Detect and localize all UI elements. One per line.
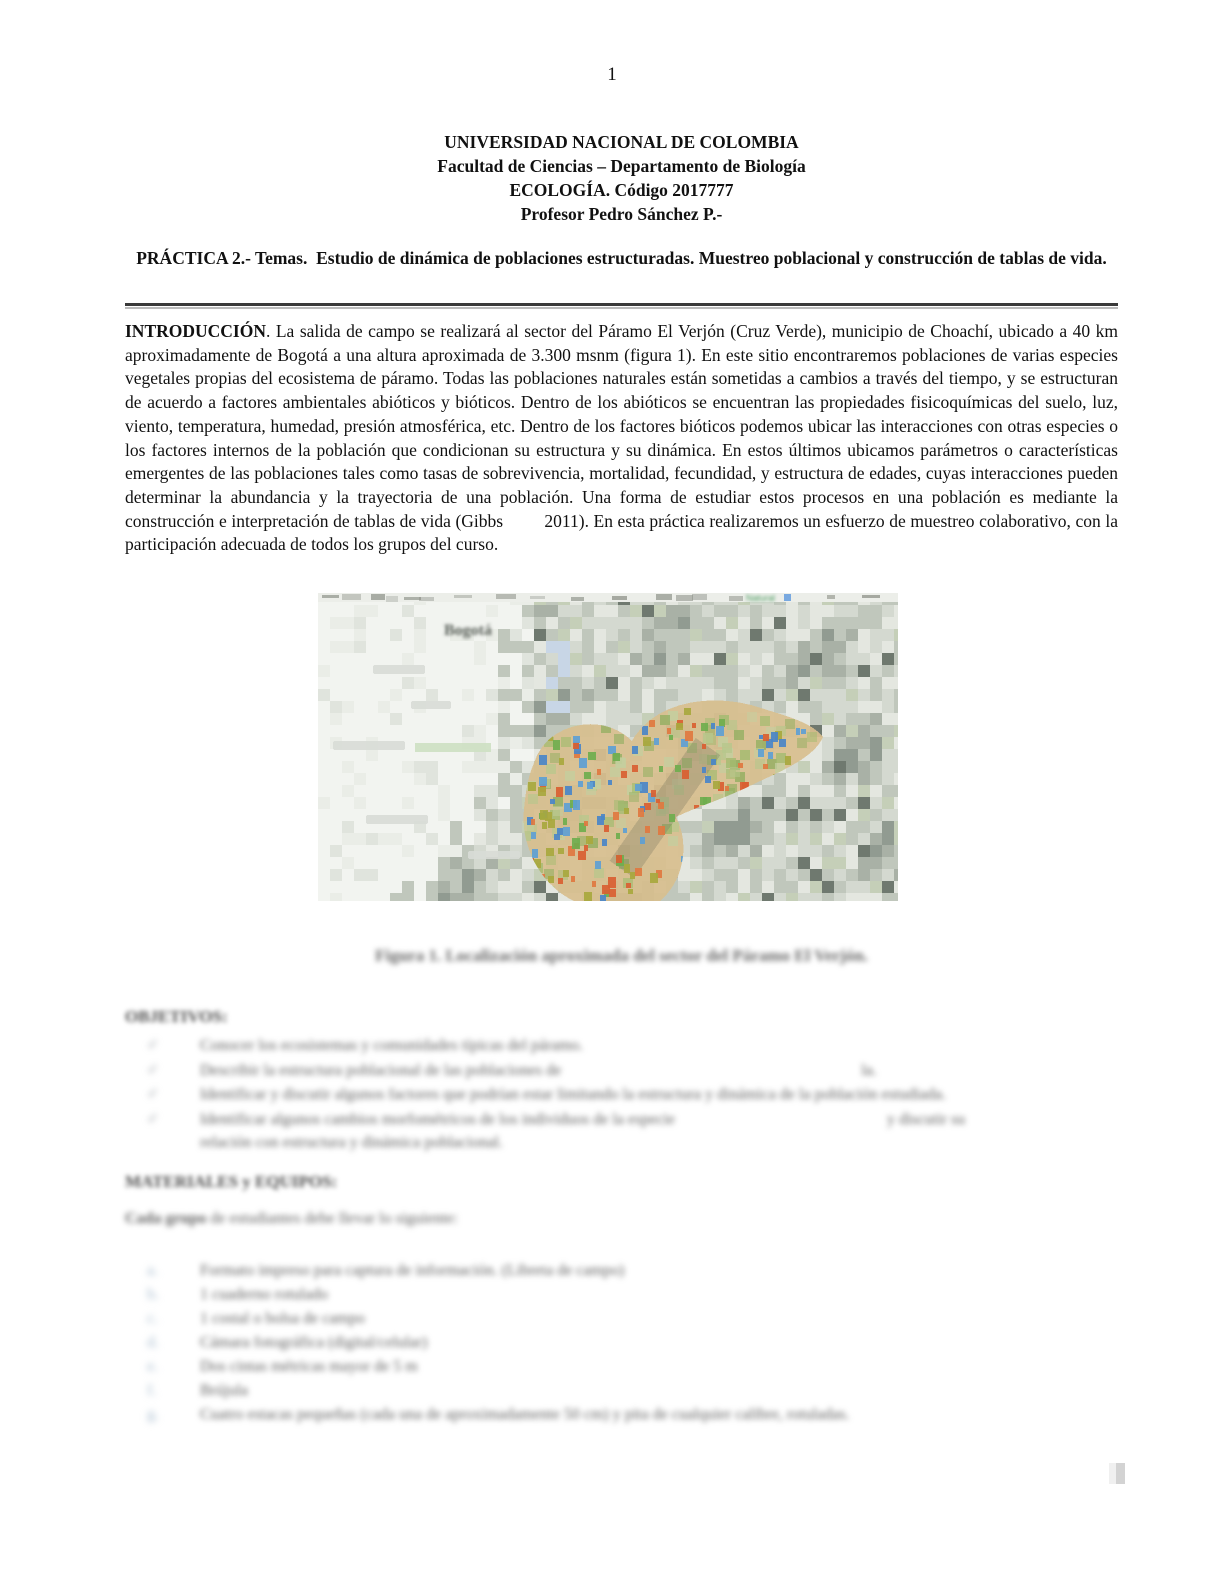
course-code: ECOLOGÍA. Código 2017777 — [509, 180, 734, 200]
divider-light — [125, 307, 1118, 309]
item-letter: a. — [147, 1262, 159, 1279]
faculty-name: Facultad de Ciencias – Departamento de Biología — [437, 156, 806, 176]
objective-text-line2: relación con estructura y dinámica poblacional. — [200, 1134, 503, 1151]
item-letter: g. — [147, 1406, 159, 1423]
material-text: 1 cuaderno rotulado — [200, 1286, 328, 1303]
material-text: Formato impreso para captura de información. (Libreta de campo) — [200, 1262, 625, 1279]
check-icon: ✓ — [147, 1087, 159, 1102]
objective-text: Identificar y discutir algunos factores que podrían estar limitando la estructura y dinámica de la población estudiada. — [200, 1086, 946, 1103]
introduction-paragraph — [125, 320, 1118, 557]
material-text: Brújula — [200, 1382, 248, 1399]
materiales-intro-rest: de estudiantes debe llevar lo siguiente: — [206, 1210, 458, 1227]
introduction-body: . La salida de campo se realizará al sector del Páramo El Verjón (Cruz Verde), municipio de Choachí, ubicado a 40 km aproximadamente de Bogotá a una altura aproximada de 3.300 msnm (figura 1). En este sitio encontraremos poblaciones de varias especies vegetales propias del ecosistema de páramo. Todas las poblaciones naturales están sometidas a cambios a través del tiempo, y se estructuran de acuerdo a factores ambientales abióticos y bióticos. Dentro de los abióticos se encuentran las propiedades fisicoquímicas del suelo, luz, viento, temperatura, humedad, presión atmosférica, etc. Dentro de los factores bióticos podemos ubicar las interacciones con otras especies o los factores internos de la población que condicionan su estructura y su dinámica. En estos últimos ubicamos parámetros o características emergentes de las poblaciones tales como tasas de sobrevivencia, mortalidad, fecundidad, y estructura de edades, cuyas interacciones pueden determinar la abundancia y la trayectoria de una población. Una forma de estudiar estos procesos en una población es mediante la construcción e interpretación de tablas de vida (Gibbs 2011). En esta práctica realizaremos un esfuerzo de muestreo colaborativo, con la participación adecuada de todos los grupos del curso. — [125, 321, 1118, 555]
list-item — [125, 1108, 1118, 1155]
svg-text:Natural: Natural — [746, 593, 776, 603]
material-text: Cámara fotográfica (digital/celular) — [200, 1334, 428, 1351]
material-text: Dos cintas métricas mayor de 5 m — [200, 1358, 418, 1375]
list-item — [125, 1034, 1118, 1058]
list-item — [125, 1059, 1118, 1083]
svg-text:Bogotá: Bogotá — [444, 622, 492, 639]
item-letter: c. — [147, 1310, 159, 1327]
objective-tail: la. — [861, 1061, 877, 1079]
practice-title: PRÁCTICA 2.- Temas. Estudio de dinámica de poblaciones estructuradas. Muestreo poblacional y construcción de tablas de vida. — [136, 248, 1107, 268]
item-letter: e. — [147, 1358, 159, 1375]
materiales-list — [125, 1259, 1118, 1427]
objetivos-heading: OBJETIVOS: — [125, 1007, 228, 1026]
objetivos-list — [125, 1034, 1118, 1156]
check-icon: ✓ — [147, 1062, 159, 1078]
list-item — [125, 1355, 1118, 1379]
map-image — [318, 593, 898, 901]
list-item — [125, 1083, 1118, 1107]
objective-tail: y discutir su — [886, 1110, 966, 1128]
introduction-label: INTRODUCCIÓN — [125, 321, 266, 341]
document-header — [125, 130, 1118, 226]
list-item — [125, 1331, 1118, 1355]
materiales-intro-bold: Cada grupo — [125, 1210, 207, 1227]
page-corner-artifact — [1109, 1463, 1125, 1484]
item-letter: b. — [147, 1286, 159, 1303]
professor-name: Profesor Pedro Sánchez P.- — [520, 204, 723, 224]
item-letter: d. — [147, 1334, 159, 1351]
objective-text: Describir la estructura poblacional de las poblaciones de — [200, 1061, 562, 1079]
materiales-intro — [125, 1210, 1118, 1228]
list-item — [125, 1403, 1118, 1427]
list-item — [125, 1307, 1118, 1331]
figure-caption: Figura 1. Localización aproximada del sector del Páramo El Verjón. — [375, 946, 868, 965]
figure-1-map — [318, 593, 898, 901]
list-item — [125, 1379, 1118, 1403]
material-text: Cuatro estacas pequeñas (cada una de aproximadamente 50 cm) y pita de cualquier calibre, rotuladas. — [200, 1406, 850, 1423]
objective-text: Identificar algunos cambios morfométricos de los individuos de la especie — [200, 1110, 675, 1128]
divider-dark — [125, 303, 1118, 306]
check-icon: ✓ — [147, 1038, 159, 1053]
materiales-heading: MATERIALES y EQUIPOS: — [125, 1172, 338, 1191]
page-number: 1 — [607, 64, 617, 85]
list-item — [125, 1259, 1118, 1283]
list-item — [125, 1283, 1118, 1307]
material-text: 1 costal o bolsa de campo — [200, 1310, 365, 1327]
item-letter: f. — [147, 1382, 157, 1399]
check-icon: ✓ — [147, 1111, 159, 1127]
objective-text: Conocer los ecosistemas y comunidades típicas del páramo. — [200, 1037, 584, 1054]
university-name: UNIVERSIDAD NACIONAL DE COLOMBIA — [444, 132, 799, 152]
